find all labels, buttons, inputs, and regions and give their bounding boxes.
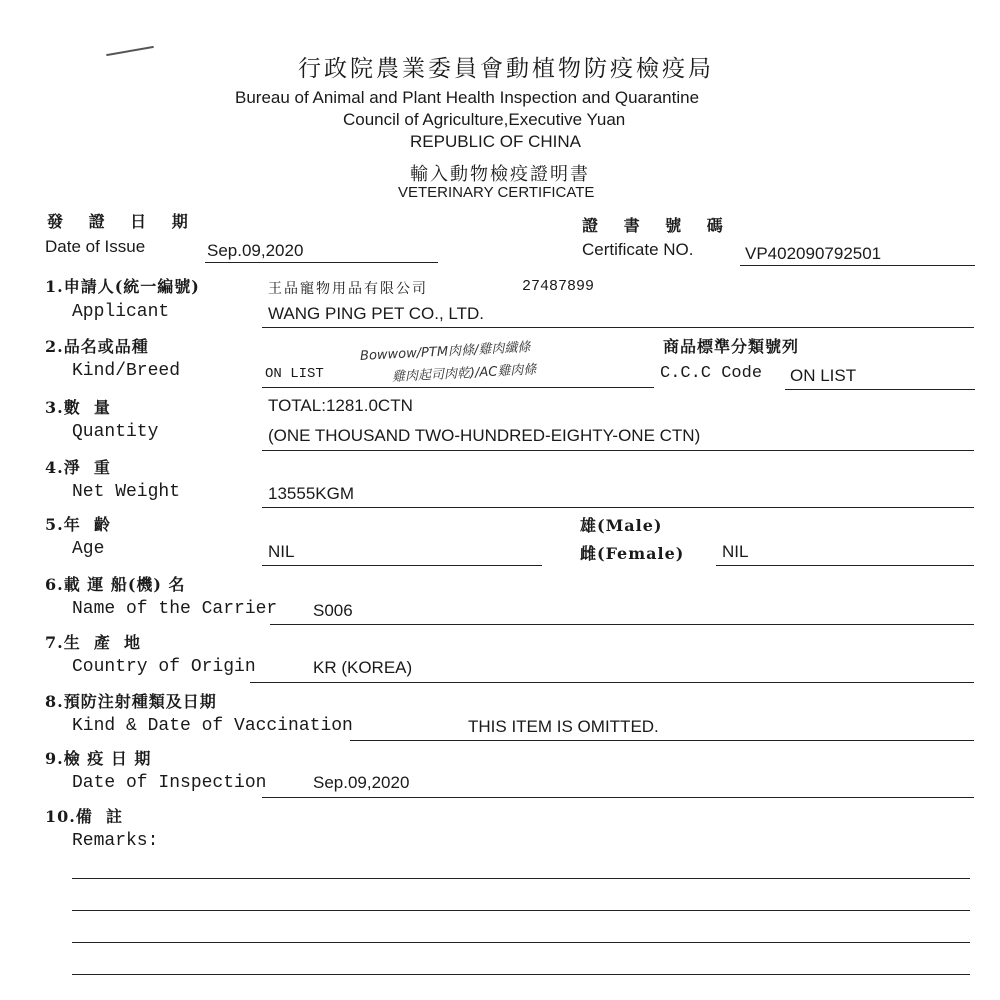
ccc-value: ON LIST — [790, 366, 857, 385]
carrier-label-zh: 6.載 運 船(機) 名 — [45, 575, 186, 594]
remarks-label-en: Remarks: — [72, 831, 159, 851]
vaccination-line — [350, 740, 974, 741]
kind-label-en: Kind/Breed — [72, 361, 181, 381]
female-line — [716, 565, 974, 566]
age-label-en: Age — [72, 539, 105, 559]
net-weight-label-en: Net Weight — [72, 482, 181, 502]
applicant-name-en: WANG PING PET CO., LTD. — [268, 304, 484, 323]
certificate-label-zh: 證 書 號 碼 — [582, 216, 733, 235]
vaccination-value: THIS ITEM IS OMITTED. — [468, 717, 659, 736]
vaccination-label-en: Kind & Date of Vaccination — [72, 716, 353, 736]
agency-title-en: Bureau of Animal and Plant Health Inspection and Quarantine — [235, 88, 700, 107]
certificate-title-zh: 輸入動物檢疫證明書 — [410, 164, 590, 185]
pen-mark — [106, 46, 154, 56]
origin-line — [250, 682, 974, 683]
remarks-label-zh: 10.備 註 — [45, 807, 123, 826]
quantity-value: TOTAL:1281.0CTN — [268, 396, 413, 415]
remarks-line-1 — [72, 878, 970, 879]
net-weight-line — [262, 507, 974, 508]
remarks-line-4 — [72, 974, 970, 975]
ccc-label-en: C.C.C Code — [660, 364, 763, 383]
country-title: REPUBLIC OF CHINA — [410, 132, 581, 151]
quantity-label-en: Quantity — [72, 422, 159, 442]
female-value: NIL — [722, 542, 749, 561]
kind-handwritten-line2: 雞肉起司肉乾)/AC雞肉條 — [391, 362, 537, 385]
inspection-label-zh: 9.檢 疫 日 期 — [45, 749, 152, 768]
carrier-line — [270, 624, 974, 625]
inspection-value: Sep.09,2020 — [313, 773, 410, 792]
net-weight-label-zh: 4.淨 重 — [45, 458, 111, 477]
applicant-line — [262, 327, 974, 328]
certificate-title-en: VETERINARY CERTIFICATE — [398, 184, 595, 201]
issue-date-value: Sep.09,2020 — [207, 241, 304, 260]
remarks-line-3 — [72, 942, 970, 943]
certificate-number-value: VP402090792501 — [745, 244, 882, 263]
vaccination-label-zh: 8.預防注射種類及日期 — [45, 692, 217, 711]
male-label: 雄(Male) — [580, 516, 663, 535]
age-line — [262, 565, 542, 566]
kind-handwritten-line1: Bowwow/PTM肉條/雞肉纖條 — [359, 340, 531, 364]
female-label: 雌(Female) — [580, 544, 685, 563]
inspection-line — [262, 797, 974, 798]
age-label-zh: 5.年 齡 — [45, 515, 111, 534]
kind-line — [262, 387, 654, 388]
origin-value: KR (KOREA) — [313, 658, 413, 677]
ccc-line — [785, 389, 975, 390]
quantity-label-zh: 3.數 量 — [45, 398, 111, 417]
inspection-label-en: Date of Inspection — [72, 773, 267, 793]
certificate-number-line — [740, 265, 975, 266]
carrier-label-en: Name of the Carrier — [72, 599, 278, 619]
issue-label-en: Date of Issue — [45, 237, 146, 256]
certificate-label-en: Certificate NO. — [582, 240, 694, 259]
applicant-label-en: Applicant — [72, 302, 170, 322]
quantity-words: (ONE THOUSAND TWO-HUNDRED-EIGHTY-ONE CTN) — [268, 426, 701, 445]
ccc-label-zh: 商品標準分類號列 — [663, 337, 800, 356]
age-value: NIL — [268, 542, 295, 561]
applicant-label-zh: 1.申請人(統一編號) — [45, 277, 200, 296]
origin-label-zh: 7.生 產 地 — [45, 633, 141, 652]
applicant-name-zh: 王品寵物用品有限公司 — [268, 281, 428, 297]
origin-label-en: Country of Origin — [72, 657, 256, 677]
issue-label-zh: 發 證 日 期 — [47, 212, 198, 231]
council-title: Council of Agriculture,Executive Yuan — [343, 110, 626, 129]
kind-label-zh: 2.品名或品種 — [45, 337, 149, 356]
carrier-value: S006 — [313, 601, 353, 620]
issue-date-line — [205, 262, 438, 263]
net-weight-value: 13555KGM — [268, 484, 354, 503]
quantity-line — [262, 450, 974, 451]
kind-value: ON LIST — [265, 366, 324, 382]
agency-title-zh: 行政院農業委員會動植物防疫檢疫局 — [298, 56, 714, 82]
remarks-line-2 — [72, 910, 970, 911]
applicant-tax-id: 27487899 — [522, 278, 595, 295]
